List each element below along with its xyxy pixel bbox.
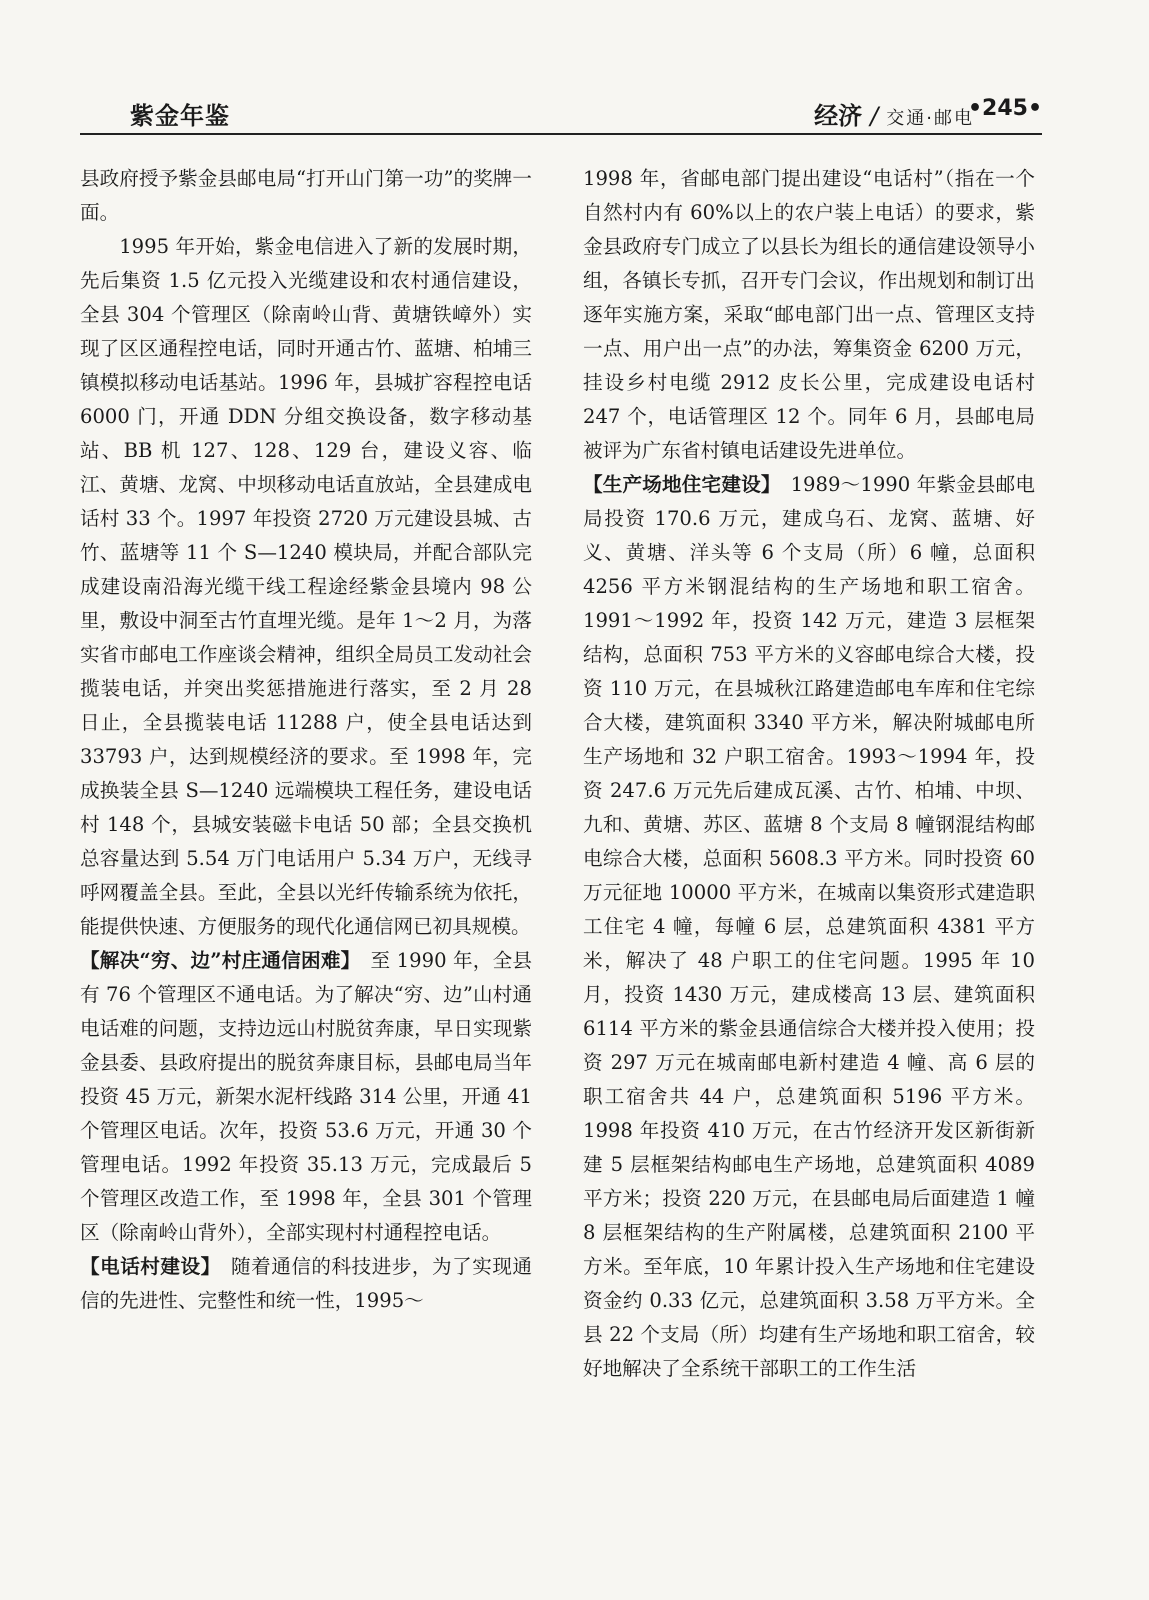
paragraph: 县政府授予紫金县邮电局“打开山门第一功”的奖牌一面。 <box>80 167 532 224</box>
section-subtitle: 交通·邮电 <box>886 108 974 129</box>
paragraph <box>80 944 532 1250</box>
paragraph-text: 1989～1990 年紫金县邮电局投资 170.6 万元，建成乌石、龙窝、蓝塘、好义、黄塘、洋头等 6 个支局（所）6 幢，总面积 4256 平方米钢混结构的生产场地和职工宿舍。1991～1992 年，投资 142 万元，建造 3 层框架结构，总面积 753 平方米的义容邮电综合大楼，投资 110 万元，在县城秋江路建造邮电车库和住宅综合大楼，建筑面积 3340 平方米，解决附城邮电所生产场地和 32 户职工宿舍。1993～1994 年，投资 247.6 万元先后建成瓦溪、古竹、柏埔、中坝、九和、黄塘、苏区、蓝塘 8 个支局 8 幢钢混结构邮电综合大楼，总面积 5608.3 平方米。同时投资 60 万元征地 10000 平方米，在城南以集资形式建造职工住宅 4 幢，每幢 6 层，总建筑面积 4381 平方米，解决了 48 户职工的住宅问题。1995 年 10 月，投资 1430 万元，建成楼高 13 层、建筑面积 6114 平方米的紫金县通信综合大楼并投入使用；投资 297 万元在城南邮电新村建造 4 幢、高 6 层的职工宿舍共 44 户，总建筑面积 5196 平方米。1998 年投资 410 万元，在古竹经济开发区新街新建 5 层框架结构邮电生产场地，总建筑面积 4089 平方米；投资 220 万元，在县邮电局后面建造 1 幢 8 层框架结构的生产附属楼，总建筑面积 2100 平方米。至年底，10 年累计投入生产场地和住宅建设资金约 0.33 亿元，总建筑面积 3.58 万平方米。全县 22 个支局（所）均建有生产场地和职工宿舍，较好地解决了全系统干部职工的工作生活 <box>583 473 1035 1380</box>
page-number: •245• <box>967 96 1042 121</box>
header-rule <box>80 133 1042 135</box>
paragraph: 1998 年，省邮电部门提出建设“电话村”（指在一个自然村内有 60%以上的农户装上电话）的要求，紫金县政府专门成立了以县长为组长的通信建设领导小组，各镇长专抓，召开专门会议，作出规划和制订出逐年实施方案，采取“邮电部门出一点、管理区支持一点、用户出一点”的办法，筹集资金 6200 万元，挂设乡村电缆 2912 皮长公里，完成建设电话村 247 个，电话管理区 12 个。同年 6 月，县邮电局被评为广东省村镇电话建设先进单位。 <box>583 167 1035 462</box>
section-heading: 【解决“穷、边”村庄通信困难】 <box>80 949 351 972</box>
section-separator: / <box>870 102 879 130</box>
left-column <box>80 162 532 1318</box>
section-heading: 【电话村建设】 <box>80 1255 211 1278</box>
book-title: 紫金年鉴 <box>130 102 230 130</box>
right-column <box>583 162 1035 1386</box>
section-main: 经济 <box>814 102 863 130</box>
paragraph <box>80 1250 532 1318</box>
paragraph <box>583 468 1035 1386</box>
section-title <box>814 96 974 131</box>
section-heading: 【生产场地住宅建设】 <box>583 473 771 496</box>
paragraph: 1995 年开始，紫金电信进入了新的发展时期，先后集资 1.5 亿元投入光缆建设和农村通信建设，全县 304 个管理区（除南岭山背、黄塘铁嶂外）实现了区区通程控电话，同时开通古竹、蓝塘、柏埔三镇模拟移动电话基站。1996 年，县城扩容程控电话 6000 门，开通 DDN 分组交换设备，数字移动基站、BB 机 127、128、129 台，建设义容、临江、黄塘、龙窝、中坝移动电话直放站，全县建成电话村 33 个。1997 年投资 2720 万元建设县城、古竹、蓝塘等 11 个 S—1240 模块局，并配合部队完成建设南沿海光缆干线工程途经紫金县境内 98 公里，敷设中洞至古竹直埋光缆。是年 1～2 月，为落实省市邮电工作座谈会精神，组织全局员工发动社会揽装电话，并突出奖惩措施进行落实，至 2 月 28 日止，全县揽装电话 11288 户，使全县电话达到 33793 户，达到规模经济的要求。至 1998 年，完成换装全县 S—1240 远端模块工程任务，建设电话村 148 个，县城安装磁卡电话 50 部；全县交换机总容量达到 5.54 万门电话用户 5.34 万户，无线寻呼网覆盖全县。至此，全县以光纤传输系统为依托，能提供快速、方便服务的现代化通信网已初具规模。 <box>80 235 532 938</box>
page-header <box>80 88 1042 134</box>
paragraph-text: 随着通信的科技进步，为了实现通信的先进性、完整性和统一性，1995～ <box>80 1255 533 1312</box>
paragraph-text: 至 1990 年，全县有 76 个管理区不通电话。为了解决“穷、边”山村通电话难的问题，支持边远山村脱贫奔康，早日实现紫金县委、县政府提出的脱贫奔康目标，县邮电局当年投资 45 万元，新架水泥杆线路 314 公里，开通 41 个管理区电话。次年，投资 53.6 万元，开通 30 个管理电话。1992 年投资 35.13 万元，完成最后 5 个管理区改造工作，至 1998 年，全县 301 个管理区（除南岭山背外），全部实现村村通程控电话。 <box>80 949 532 1244</box>
